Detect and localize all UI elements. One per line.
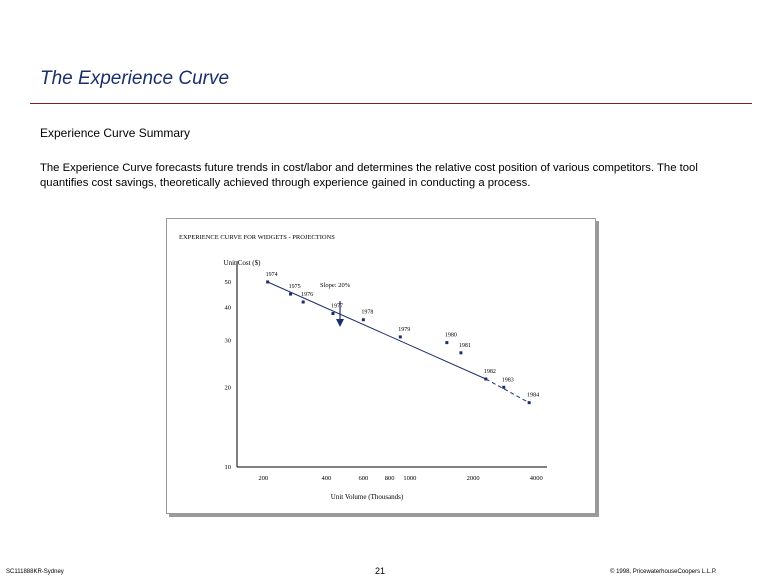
- footer-code: SC111888KR-Sydney: [6, 569, 64, 575]
- x-tick-label: 200: [258, 475, 269, 482]
- experience-curve-chart: [166, 218, 596, 514]
- data-point-label: 1981: [458, 342, 471, 349]
- data-point: [266, 280, 269, 283]
- data-point-label: 1975: [288, 284, 301, 291]
- data-point-label: 1984: [527, 392, 540, 399]
- slide-title: The Experience Curve: [40, 68, 230, 89]
- data-point: [362, 318, 365, 321]
- x-axis-label: Unit Volume (Thousands): [330, 493, 404, 501]
- data-point: [528, 401, 531, 404]
- y-tick-label: 10: [224, 464, 231, 471]
- x-tick-label: 2000: [466, 475, 480, 482]
- y-tick-label: 30: [224, 337, 231, 345]
- data-point-label: 1976: [301, 292, 314, 299]
- section-heading: Experience Curve Summary: [40, 126, 191, 140]
- x-tick-label: 600: [358, 475, 369, 482]
- data-point-label: 1979: [398, 326, 411, 333]
- y-tick-label: 50: [224, 278, 231, 286]
- x-tick-label: 800: [384, 475, 395, 482]
- data-point-label: 1982: [483, 368, 496, 375]
- y-tick-label: 20: [224, 384, 231, 392]
- data-point: [289, 293, 292, 296]
- data-points: [266, 272, 539, 404]
- data-point: [459, 351, 462, 354]
- chart-canvas: [167, 219, 595, 513]
- data-point: [331, 312, 334, 315]
- data-point: [502, 386, 505, 389]
- x-tick-label: 4000: [529, 475, 543, 482]
- y-tick-label: 40: [224, 304, 231, 312]
- data-point: [399, 335, 402, 338]
- data-point-label: 1978: [361, 309, 374, 316]
- axis-ticks: [225, 279, 543, 482]
- data-point-label: 1983: [501, 377, 514, 384]
- data-point: [302, 301, 305, 304]
- trend-line: [268, 282, 530, 403]
- slope-annotation: Slope: 20%: [320, 282, 351, 289]
- chart-title: EXPERIENCE CURVE FOR WIDGETS - PROJECTIONS: [179, 234, 335, 241]
- copyright-notice: © 1998, PricewaterhouseCoopers L.L.P.: [610, 569, 717, 575]
- x-tick-label: 400: [321, 475, 332, 482]
- x-tick-label: 1000: [403, 475, 417, 482]
- page-number: 21: [375, 566, 386, 576]
- y-axis-label: Unit Cost ($): [223, 259, 261, 267]
- title-divider: [30, 103, 752, 104]
- chart-axes: [237, 261, 547, 467]
- data-point-label: 1980: [444, 332, 457, 339]
- data-point: [484, 377, 487, 380]
- intro-paragraph: The Experience Curve forecasts future trends in cost/labor and determines the relative cost position of various competitors. The tool quantifies cost savings, theoretically achieved through experience gained in conducting a process.: [40, 162, 698, 189]
- data-point-label: 1977: [330, 303, 343, 310]
- data-point-label: 1974: [265, 271, 278, 278]
- data-point: [445, 341, 448, 344]
